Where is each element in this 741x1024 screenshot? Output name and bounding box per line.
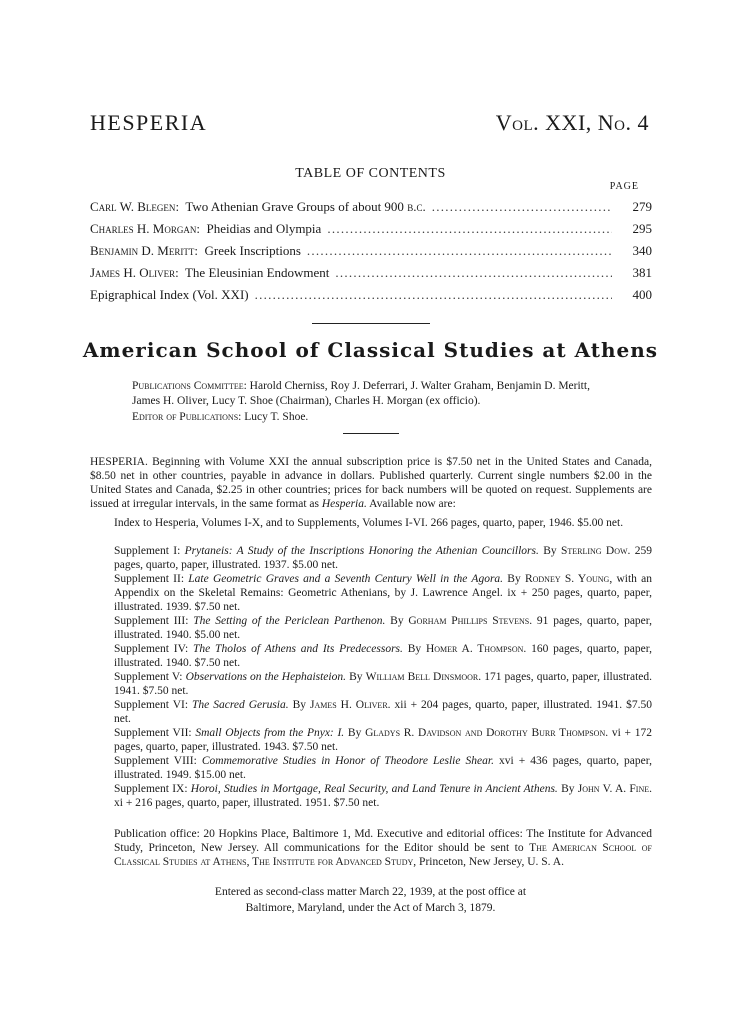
publication-details: xii + 204 pages, quarto, paper, illustrated. 1941. $7.50 net. (114, 699, 652, 725)
publication-label: Supplement VIII: (114, 755, 202, 767)
publication-author: Gladys R. Davidson and Dorothy Burr Thompson. (365, 727, 609, 739)
publication-label: Supplement II: (114, 573, 189, 585)
toc-article-title: Pheidias and Olympia (206, 221, 322, 236)
publication-title: Small Objects from the Pnyx: I. (195, 727, 345, 739)
entry-notice-line: Entered as second-class matter March 22, 1939, at the post office at (214, 886, 527, 898)
toc-entry[interactable]: Benjamin D. Meritt: Greek Inscriptions . . . 340 (90, 243, 652, 261)
publication-details: vi + 172 pages, quarto, paper, illustrated. 1943. $7.50 net. (114, 727, 652, 753)
toc-entry[interactable]: Carl W. Blegen: Two Athenian Grave Groups of about 900 b.c. . . . 279 (90, 199, 652, 217)
publication-by: By (503, 573, 525, 585)
toc-page-number: 381 (632, 265, 652, 280)
publications-committee (132, 379, 612, 409)
toc-page-number: 279 (632, 199, 652, 214)
toc-author: Benjamin D. Meritt (90, 243, 195, 258)
toc-leader-dots (327, 221, 612, 237)
publication-office (90, 827, 652, 869)
publication-title: Late Geometric Graves and a Seventh Century Well in the Agora. (188, 573, 504, 585)
publication-entry (90, 642, 652, 670)
toc-page-number: 340 (632, 243, 652, 258)
publication-label: Supplement I: (114, 545, 185, 557)
intro-journal-name: Hesperia. (321, 498, 367, 510)
toc-author: Charles H. Morgan (90, 221, 197, 236)
publication-label: Supplement IX: (114, 783, 191, 795)
toc-leader-dots (255, 287, 612, 303)
publication-by: By (344, 727, 366, 739)
school-name: American School of Classical Studies at Athens (82, 338, 659, 362)
publication-by: By (385, 615, 409, 627)
publication-title: Prytaneis: A Study of the Inscriptions Honoring the Athenian Councillors. (184, 545, 539, 557)
publication-entry (90, 754, 652, 782)
divider-rule (312, 323, 430, 324)
publication-entry (90, 670, 652, 698)
publication-details: 171 pages, quarto, paper, illustrated. 1941. $7.50 net. (114, 671, 652, 697)
publication-title: Observations on the Hephaisteion. (185, 671, 346, 683)
publication-title: The Setting of the Periclean Parthenon. (193, 615, 386, 627)
intro-text: HESPERIA. Beginning with Volume XXI the annual subscription price is $7.50 net in the United States and Canada, $8.50 net in other countries, payable in advance in dollars. Published quarterly. Current single numbers $2.00 in the United States and Canada, $2.25 in other countries; prices for back numbers will be quoted on request. Supplements are issued at irregular intervals, in the same format as (90, 456, 652, 510)
publication-entry (90, 782, 652, 810)
publication-title: Horoi, Studies in Mortgage, Real Security, and Land Tenure in Ancient Athens. (190, 783, 558, 795)
publication-entry (90, 544, 652, 572)
publication-by: By (557, 783, 578, 795)
toc-leader-dots (335, 265, 612, 281)
office-text: Publication office: 20 Hopkins Place, Baltimore 1, Md. Executive and editorial offices: The Institute for Advanced Study, Princeton, New Jersey. All communications for the Editor should be sent to (114, 828, 652, 854)
publication-details: xi + 216 pages, quarto, paper, illustrated. 1951. $7.50 net. (114, 797, 380, 809)
publication-author: William Bell Dinsmoor. (365, 671, 482, 683)
publication-details: 160 pages, quarto, paper, illustrated. 1940. $7.50 net. (114, 643, 653, 669)
subscription-paragraph (90, 455, 652, 511)
publication-entry (90, 726, 652, 754)
toc-article-title: The Eleusinian Endowment (184, 265, 330, 280)
publication-author: Rodney S. Young, (524, 573, 613, 585)
publication-label: Supplement III: (114, 615, 194, 627)
toc-article-title: Two Athenian Grave Groups of about 900 (185, 199, 408, 214)
publication-title: Commemorative Studies in Honor of Theodore Leslie Shear. (201, 755, 494, 767)
toc-page-heading: PAGE (609, 181, 639, 192)
publication-details: 266 pages, quarto, paper, 1946. $5.00 net. (427, 517, 624, 529)
toc-leader-dots (432, 199, 612, 215)
publication-label: Supplement IV: (114, 643, 194, 655)
publication-by: By (288, 699, 310, 711)
publication-author: John V. A. Fine. (577, 783, 652, 795)
publication-author: Sterling Dow. (560, 545, 631, 557)
publication-title: The Tholos of Athens and Its Predecessors. (193, 643, 403, 655)
publication-details: 91 pages, quarto, paper, illustrated. 1940. $5.00 net. (114, 615, 653, 641)
publication-label: Supplement VI: (114, 699, 192, 711)
toc-article-title-suffix: b.c. (407, 199, 426, 214)
publication-entry (90, 614, 652, 642)
publication-title: The Sacred Gerusia. (192, 699, 289, 711)
editor-of-publications (132, 411, 308, 423)
publication-label: Index to Hesperia, Volumes I-X, and to Supplements, Volumes I-VI. (114, 517, 428, 529)
publication-entry (90, 698, 652, 726)
editor-name: Lucy T. Shoe. (241, 411, 309, 423)
toc-author: Carl W. Blegen (90, 199, 176, 214)
editor-label: Editor of Publications: (132, 411, 242, 423)
publication-by: By (538, 545, 561, 557)
publication-entry (90, 516, 652, 530)
office-address-end: Princeton, New Jersey, U. S. A. (419, 856, 564, 868)
entry-notice (0, 884, 741, 916)
publication-entry (90, 572, 652, 614)
volume-number: Vol. XXI, No. 4 (495, 110, 649, 135)
toc-entry[interactable]: James H. Oliver: The Eleusinian Endowment . . . 381 (90, 265, 652, 283)
publication-by: By (402, 643, 426, 655)
publication-author: Gorham Phillips Stevens. (408, 615, 533, 627)
publication-label: Supplement VII: (114, 727, 196, 739)
publication-author: James H. Oliver. (309, 699, 391, 711)
committee-members: Harold Cherniss, Roy J. Deferrari, J. Walter Graham, Benjamin D. Meritt, James H. Oliver, Lucy T. Shoe (Chairman), Charles H. Morgan (ex officio). (132, 380, 590, 407)
toc-article-title: Greek Inscriptions (204, 243, 301, 258)
publication-details: with an Appendix on the Skeletal Remains: Geometric Athenians, by J. Lawrence Angel. ix + 250 pages, quarto, paper, illustrated. 1939. $7.50 net. (114, 573, 652, 613)
intro-text-end: Available now are: (366, 498, 456, 510)
journal-title: HESPERIA (90, 110, 208, 135)
toc-author: James H. Oliver (90, 265, 176, 280)
divider-rule (343, 433, 399, 434)
office-address: The American School of Classical Studies at Athens, The Institute for Advanced Study, (114, 842, 652, 868)
toc-page-number: 400 (632, 287, 652, 302)
committee-label: Publications Committee: (132, 380, 247, 392)
toc-leader-dots (307, 243, 612, 259)
publication-label: Supplement V: (114, 671, 186, 683)
publication-author: Homer A. Thompson. (425, 643, 527, 655)
publication-details: 259 pages, quarto, paper, illustrated. 1937. $5.00 net. (114, 545, 653, 571)
toc-entry[interactable] (90, 287, 652, 305)
toc-entry[interactable]: Charles H. Morgan: Pheidias and Olympia . . . 295 (90, 221, 652, 239)
publication-details: xvi + 436 pages, quarto, paper, illustrated. 1949. $15.00 net. (114, 755, 652, 781)
toc-page-number: 295 (632, 221, 652, 236)
publication-by: By (345, 671, 366, 683)
toc-article-title: Epigraphical Index (Vol. XXI) (90, 287, 249, 302)
entry-notice-line: Baltimore, Maryland, under the Act of March 3, 1879. (245, 902, 496, 914)
toc-title: TABLE OF CONTENTS (295, 166, 446, 181)
